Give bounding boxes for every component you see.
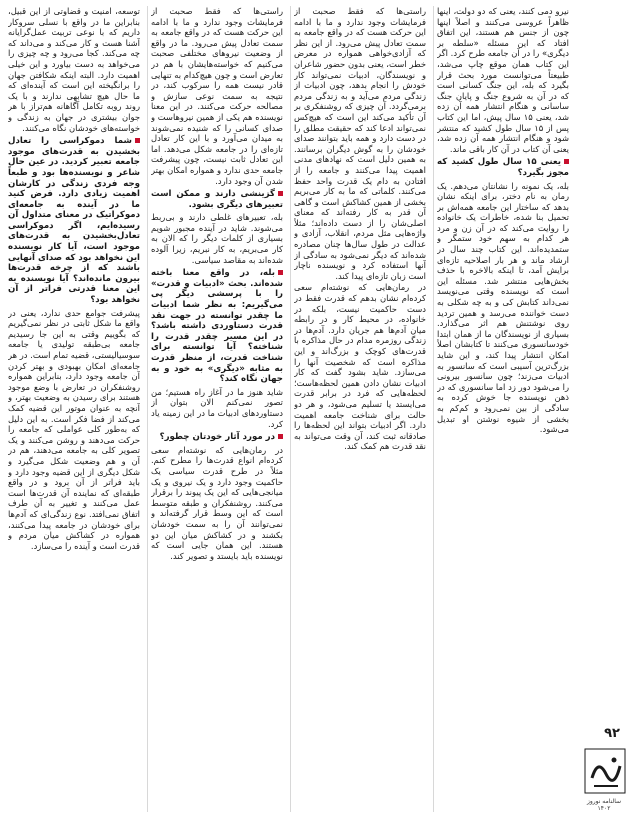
question-text: گزینشی دارند و ممکن است تعبیرهای دیگری بشود. xyxy=(151,189,283,210)
question-heading xyxy=(437,157,569,178)
paragraph: در رمان‌هایی که نوشته‌ام سعی کرده‌ام انواع قدرت‌ها را مطرح کنم. مثلاً در طرح قدرت سیاسی یک حاکمیت وجود دارد و یک نیروی و یک میانجی‌هایی که این یک پیوند را برقرار می‌کنند. روشنفکران و طبقه متوسط است که این وسط قرار گرفته‌اند و نمی‌توانند آن را به سمت خودشان بکشند و در کشاکش میان این دو هستند. این همان جایی است که نویسنده باید بایستد و تصویر کند. xyxy=(151,444,283,561)
column-divider xyxy=(147,6,148,812)
column-3 xyxy=(294,6,426,812)
paragraph: بله، تعبیرهای غلطی دارند و بی‌ربط می‌شوند. شاید در آینده مجبور شویم بسیاری از کلمات دیگر را که الان به کار می‌بریم، به کار نبریم، زیرا آلوده شده‌اند به مقاصد سیاسی. xyxy=(151,212,283,265)
paragraph: راستی‌ها که فقط صحبت از فرمایشات وجود ندارد و ما با ادامه این حرکت هست که در واقع جامعه به سمت تعادل پیش می‌رود. ما در واقع از وضعیت نیروهای مختلفی صحبت می‌کنیم که خواسته‌هایشان با هم در تعارض است و چون هیچ‌کدام به تنهایی قادر نیست همه را سرکوب کند، در نتیجه به سمت نوعی سازش و مصالحه حرکت می‌کنند. در این معنا نویسنده هم یکی از همین نیروهاست و صدای کسانی را که شنیده نمی‌شوند به میدان می‌آورد و با این کار تعادل تازه‌ای را در جامعه شکل می‌دهد. اما این تعادل ثابت نیست، چون پیشرفت جامعه حدی ندارد و همواره امکان بهتر شدن آن وجود دارد. xyxy=(151,6,283,186)
page-footer-strip xyxy=(580,0,630,820)
red-square-icon xyxy=(564,159,569,164)
text-columns xyxy=(8,6,570,812)
paragraph: توسعه، امنیت و قضاوتی از این قبیل، بنابراین ما در واقع با نسلی سروکار داریم که با نوعی تربیت عمل‌گرایانه آشنا هست و کار می‌کند و می‌داند که چه می‌کند. کجا می‌رود و چه چیزی را می‌خواهد به دست بیاورد و این خیلی اهمیت دارد. البته اینکه شکافتن جهان را برانگیخته این است که آینده‌ای که ما حال هیچ تشابهی ندارند و با یک روند روبه تکامل آگاهانه هم‌تراز با هر جوان بیشتری در جهان به زندگی و خواسته‌های خودشان نگاه می‌کنند. xyxy=(8,6,140,133)
question-heading xyxy=(151,268,283,385)
question-text: شما دموکراسی را تعادل بخشیدن به قدرت‌های موجود جامعه تعبیر کردید. در عین حال شاعر و نویسنده‌ها بود و طبعاً وجه فردی زندگی در کارشان اهمیت زیادی دارد. فرض کنید ما در آینده به جامعه‌ای دموکراتیک در معنای متداول آن رسیده‌ایم، اگر دموکراسی تعادل‌بخشیدن به قدرت‌های موجود است، آیا کار نویسنده این نخواهد بود که صدای آنهایی باشند که از چرخه قدرت‌ها بیرون مانده‌اند؟ آیا نویسنده به این معنا قدرتی فراتر از آن نخواهد بود؟ xyxy=(8,136,140,306)
column-divider xyxy=(290,6,291,812)
question-heading xyxy=(8,136,140,306)
page-number: ۹۲ xyxy=(604,726,620,741)
question-text: بله، در واقع معنا باخته شده‌اند. بحث «ادبیات و قدرت» را با پرسشی دیگر پی می‌گیریم: به نظر شما ادبیات ما چقدر توانسته در جهت نقد قدرت دستاوردی داشته باشد؟ در این مسیر چقدر قدرت را شناخته؟ آیا توانسته برای شناخت قدرت، از منظر قدرت به مثابه «دیگری» به خود و به جهان نگاه کند؟ xyxy=(151,268,283,385)
paragraph: راستی‌ها که فقط صحبت از فرمایشات وجود ندارد و ما با ادامه این حرکت هست که در واقع جامعه به سمت تعادل پیش می‌رود. از این نظر که آزادی‌خواهی همواره در معرض خطر است، یعنی بدون حضور شاعران و نویسندگان، ادبیات نمی‌تواند کار خودش را انجام بدهد، چون ادبیات از زندگی مردم می‌آید و به زندگی مردم برمی‌گردد. آن چیزی که روشنفکری بر آن تأکید می‌کند این است که هیچ‌کس نمی‌تواند ادعا کند که حقیقت مطلق را در دست دارد و همه باید بتوانند صدای خودشان را به گوش دیگران برسانند. به همین دلیل است که نهادهای مدنی اهمیت پیدا می‌کنند و جامعه را از افتادن به دام یک قدرت واحد حفظ می‌کنند. کلماتی که ما به کار می‌بریم بخشی از همین کشاکش است و گاهی آن قدر به کار رفته‌اند که معنای اصلی‌شان را از دست داده‌اند؛ مثلاً واژه‌هایی مثل مردم، انقلاب، آزادی و عدالت در طول سال‌ها چنان مصادره شده‌اند که دیگر نمی‌شود به سادگی از آنها استفاده کرد و نویسنده ناچار است زبان تازه‌ای پیدا کند. xyxy=(294,6,426,281)
question-heading xyxy=(151,432,283,443)
magazine-logo-icon xyxy=(584,748,626,794)
column-4 xyxy=(437,6,569,812)
column-2 xyxy=(151,6,283,812)
red-square-icon xyxy=(278,270,283,275)
question-text: یعنی ۱۵ سال طول کشید که مجوز بگیرد؟ xyxy=(437,157,569,178)
question-text: در مورد آثار خودتان چطور؟ xyxy=(159,432,275,443)
issue-label: سالنامه نوروز ۱۴۰۲ xyxy=(586,798,622,812)
red-square-icon xyxy=(278,434,283,439)
paragraph: در رمان‌هایی که نوشته‌ام سعی کرده‌ام نشان بدهم که قدرت فقط در دست حاکمیت نیست، بلکه در خانواده، در محیط کار و در رابطه میان آدم‌ها هم جریان دارد. آدم‌ها در زندگی روزمره مدام در حال مذاکره با قدرت‌های کوچک و بزرگ‌اند و این مذاکره است که شخصیت آنها را می‌سازد. شاید بشود گفت که کار ادبیات نشان دادن همین لحظه‌هاست؛ لحظه‌هایی که فرد در برابر قدرت می‌ایستد یا تسلیم می‌شود، و هر دو حالت برای شناخت جامعه اهمیت دارد. اگر ادبیات بتواند این لحظه‌ها را صادقانه ثبت کند، آن وقت می‌تواند به نقد قدرت هم کمک کند. xyxy=(294,282,426,452)
red-square-icon xyxy=(278,191,283,196)
paragraph: شاید هنوز ما در آغاز راه هستیم؛ من تصور نمی‌کنم الان بتوان از دستاوردهای ادبیات ما در این زمینه یاد کرد. xyxy=(151,386,283,429)
paragraph: بله، یک نمونه را نشانتان می‌دهم. یک رمان به نام دختر، برای اینکه نشان بدهد که ساختار این جامعه همه‌اش بر تحمیل بنا شده، خاطرات یک خانواده را روایت می‌کند که در آن زن و مرد هر کدام به سهم خود ستمگر و ستمدیده‌اند. این کتاب چند سال در ارشاد ماند و هر بار اصلاحیه تازه‌ای برایش آمد، تا اینکه بالاخره با حذف بخش‌هایی منتشر شد. مسئله این است که نویسنده وقتی می‌نویسد نمی‌داند کتابش کی و به چه شکلی به دست خواننده می‌رسد و همین تردید روی نوشتنش هم اثر می‌گذارد. بسیاری از نویسندگان ما از همان ابتدا خودسانسوری می‌کنند تا کتابشان اصلاً امکان انتشار پیدا کند، و این شاید بزرگ‌ترین آسیبی است که سانسور به ادبیات می‌زند؛ چون سانسور بیرونی را می‌شود دور زد اما سانسوری که در ذهن نویسنده جا خوش کرده به سادگی از بین نمی‌رود و کم‌کم به بخشی از شیوه نوشتن او تبدیل می‌شود. xyxy=(437,180,569,435)
paragraph: پیشرفت جوامع حدی ندارد، یعنی در واقع ما شکل ثابتی در نظر نمی‌گیریم که بگوییم وقتی به این جا رسیدیم جامعه بی‌طبقه تولیدی یا جامعه سوسیالیستی، قضیه تمام است. در هر جامعه‌ای امکان بهبودی و بهتر کردن آن جامعه وجود دارد، بنابراین همواره روشنفکران در تعارض با وضع موجود هستند برای رسیدن به وضعیت بهتر، و آنچه به عنوان موتور این قضیه کمک می‌کند از فضا فکر است. به این دلیل که به‌طور کلی عواملی که جامعه را حرکت می‌دهند و روشن می‌کنند و یک تصویر کلی به جامعه می‌دهند، هم در آن و هم وضعیت شکل می‌گیرد و شکل دیگری از این قضیه وجود دارد و باید فراتر از آن برود و در واقع طبقه‌ای که نماینده آن قدرت‌ها است عمل می‌کنند و تغییر به آن طرف اتفاق نمی‌افتد. نوع زندگی‌ای که آدم‌ها برای خودشان در جامعه پیدا می‌کنند، همواره در کشاکش میان مردم و قدرت است و آینده را می‌سازد. xyxy=(8,307,140,551)
paragraph: نیرو دمی کنند، یعنی که دو دولت، اینها ظاهراً عروسی می‌کنند و اصلاً اینها چون از جنس هم هستند، این اتفاق افتاد که این مسئله «سلطه بر دیگری» را در آن جامعه طرح کرد. اگر این کتاب همان موقع چاپ می‌شد، طبیعتاً می‌توانست مورد بحث قرار بگیرد که بله، این جنگ کسانی است که در آن به شروع جنگ و پایان جنگ ساسانی و هنگام انتشار همه آن زده شد، یعنی ۱۵ سال پیش، اما این کتاب پس از ۱۵ سال طول کشید که منتشر شود و هنگام انتشار همه آن زده شد، یعنی آن کتاب در آن کار باقی ماند. xyxy=(437,6,569,154)
column-1 xyxy=(8,6,140,812)
question-heading xyxy=(151,189,283,210)
red-square-icon xyxy=(135,138,140,143)
column-divider xyxy=(433,6,434,812)
